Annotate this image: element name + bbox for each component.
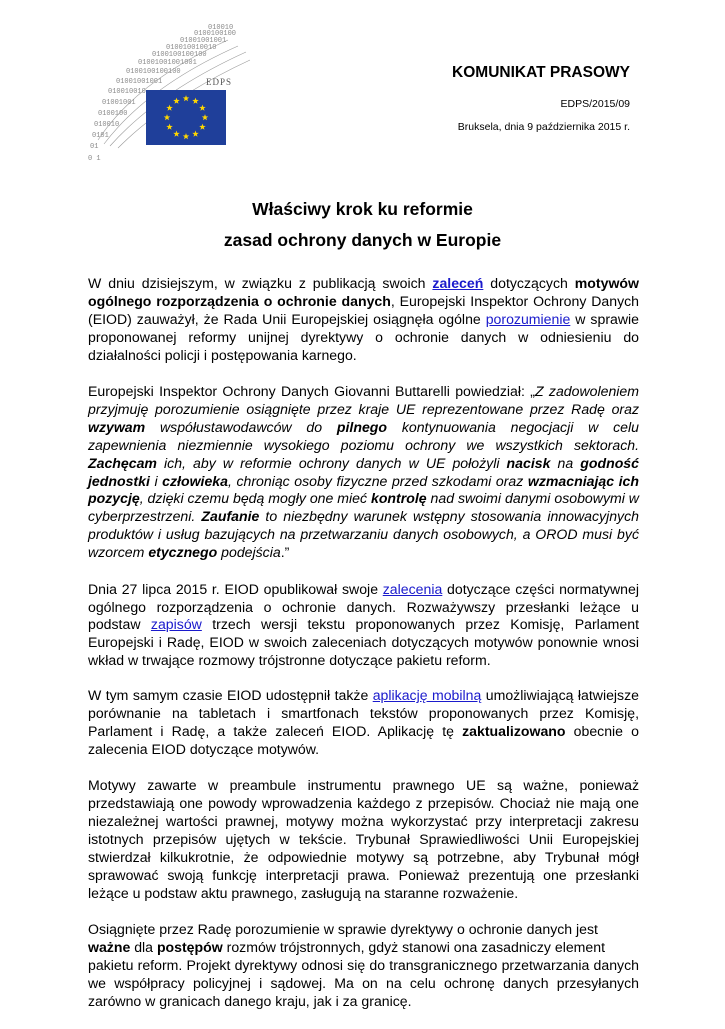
paragraph-2-quote xyxy=(88,383,639,562)
p2-bold: wzywam xyxy=(88,418,146,435)
svg-text:010010: 010010 xyxy=(94,121,120,129)
svg-text:01001001: 01001001 xyxy=(102,99,136,107)
release-date: Bruksela, dnia 9 października 2015 r. xyxy=(457,121,630,133)
p4-text-b: umożliwiającą łatwiejsze porównanie na tabletach i smartfonach tekstów proponowanych przez Komisję, Parlament i Radę, a także zaleceń EIOD. Aplikację tę xyxy=(88,687,639,739)
edps-text: EDPS xyxy=(206,77,233,87)
p1-text-a: W dniu dzisiejszym, w związku z publikacją swoich xyxy=(88,275,433,291)
p6-text: dla xyxy=(130,939,157,955)
p4-text-c: obecnie o zalecenia EIOD dotyczące motywów. xyxy=(88,722,639,757)
p2-bold: człowieka xyxy=(162,472,228,489)
p6-line-1: Osiągnięte przez Radę porozumienie w sprawie dyrektywy o ochronie danych jest xyxy=(88,921,598,938)
p2-italic: , chroniąc osoby fizyczne przed szkodami oraz xyxy=(227,472,528,489)
p2-bold: kontrolę xyxy=(370,490,427,507)
svg-text:0100100100100: 0100100100100 xyxy=(126,68,181,76)
p6-bold: postępów xyxy=(156,939,223,955)
p2-italic: nad swoimi danymi osobowymi w cyberprzestrzeni. xyxy=(88,490,639,525)
p2-italic: kontynuowania negocjacji w celu zapewnienia niezmiennie wysokiego poziomu ochrony we wszystkich sektorach. xyxy=(88,418,639,453)
p3-text-a: Dnia 27 lipca 2015 r. EIOD opublikował swoje xyxy=(88,580,383,597)
press-release-label: KOMUNIKAT PRASOWY xyxy=(452,64,630,81)
p6-bold: ważne xyxy=(88,939,131,955)
title-line-1: Właściwy krok ku reformie xyxy=(252,199,473,219)
link-porozumienie[interactable]: porozumienie xyxy=(485,310,571,327)
p2-bold: godność jednostki xyxy=(88,454,639,489)
press-body xyxy=(88,275,639,1029)
svg-text:010010: 010010 xyxy=(208,24,234,32)
p1-bold-motywow: motywów ogólnego rozporządzenia o ochronie danych xyxy=(88,275,639,309)
p2-italic: ich, aby w reformie ochrony danych w UE położyli xyxy=(156,454,507,471)
p2-italic: na xyxy=(550,454,581,471)
svg-text:010010010010: 010010010010 xyxy=(166,44,217,52)
link-mobile-app[interactable]: aplikację mobilną xyxy=(372,687,482,704)
link-zalecen[interactable]: zaleceń xyxy=(432,275,484,291)
press-header xyxy=(380,64,630,133)
paragraph-3 xyxy=(88,581,639,671)
p2-text-a: Europejski Inspektor Ochrony Danych Giovanni Buttarelli powiedział: „ xyxy=(88,383,535,400)
p4-text-a: W tym samym czasie EIOD udostępnił także xyxy=(88,687,373,704)
p3-text-b: dotyczące części normatywnej ogólnego rozporządzenia o ochronie danych. Rozważywszy przesłanki leżące u podstaw xyxy=(88,580,639,633)
paragraph-5: Motywy zawarte w preambule instrumentu prawnego UE są ważne, ponieważ przedstawiają one powody wprowadzenia każdego z przepisów. Chociaż nie mają one niezależnej wartości prawnej, motywy można wykorzystać przy interpretacji zakresu istotnych przepisów ujętych w tekście. Trybunał Sprawiedliwości Unii Europejskiej stwierdzał kilkukrotnie, że odpowiednie motywy są potrzebne, aby Trybunał mógł sprawować swoją funkcję interpretacji prawa. Ponieważ prezentują one przesłanki leżące u podstaw aktu prawnego, zasługują na staranne rozważenie. xyxy=(88,777,639,901)
p2-bold: Zaufanie xyxy=(201,508,260,525)
p2-italic: podejścia xyxy=(217,544,281,561)
p2-italic: to niezbędny warunek wstępny stosowania innowacyjnych produktów i usług bazujących na przetwarzaniu danych osobowych, a OROD musi być wzorcem xyxy=(88,508,639,561)
p1-text-b: dotyczących xyxy=(483,275,575,291)
p2-end: .” xyxy=(280,544,290,561)
title-line-2: zasad ochrony danych w Europie xyxy=(223,230,502,250)
svg-text:0100100: 0100100 xyxy=(98,110,128,118)
reference-number: EDPS/2015/09 xyxy=(560,98,630,110)
p6-line-2: rozmów trójstronnych, gdyż stanowi ona zasadniczy element xyxy=(222,939,605,955)
document-title xyxy=(0,194,725,256)
p4-bold: zaktualizowano xyxy=(462,722,566,739)
p1-text-c: , Europejski Inspektor Ochrony Danych (EIOD) zauważył, że Rada Unii Europejskiej osiągnęła ogólne xyxy=(88,292,639,327)
paragraph-6 xyxy=(88,921,639,1011)
paragraph-1 xyxy=(88,275,639,365)
p2-italic: i xyxy=(149,472,163,489)
p2-bold: pilnego xyxy=(336,418,388,435)
svg-text:010010010: 010010010 xyxy=(108,88,146,96)
p2-bold: wzmacniając ich pozycję xyxy=(88,472,639,507)
link-zapisow[interactable]: zapisów xyxy=(150,616,202,633)
svg-text:0101: 0101 xyxy=(92,132,109,140)
svg-text:0100100100100: 0100100100100 xyxy=(152,51,207,59)
svg-text:01001001001: 01001001001 xyxy=(116,78,163,86)
p2-italic: współustawodawców do xyxy=(145,418,337,435)
p2-italic: Z zadowoleniem przyjmuję porozumienie osiągnięte przez kraje UE reprezentowane przez Radę oraz xyxy=(88,383,639,417)
svg-text:0100100100: 0100100100 xyxy=(194,30,237,38)
p2-bold: etycznego xyxy=(148,544,218,561)
svg-text:01001001001: 01001001001 xyxy=(180,37,227,45)
p1-text-d: w sprawie proponowanej reformy unijnej dyrektywy o ochronie danych w odniesieniu do działalności policji i postępowania karnego. xyxy=(88,310,639,363)
svg-text:01: 01 xyxy=(90,143,99,151)
edps-logo xyxy=(78,20,278,170)
svg-text:01001001001001: 01001001001001 xyxy=(138,59,197,67)
p2-italic: , dzięki czemu będą mogły one mieć xyxy=(139,490,371,507)
paragraph-4 xyxy=(88,687,639,759)
link-zalecenia[interactable]: zalecenia xyxy=(382,580,443,597)
p6-rest: pakietu reform. Projekt dyrektywy odnosi się do transgranicznego przetwarzania danych we współpracy policyjnej i sądowej. Ma on na celu ochronę danych przesyłanych zarówno w granicach danego kraju, jak i za granicę. xyxy=(88,956,639,1009)
svg-text:0 1: 0 1 xyxy=(88,155,101,163)
p3-text-c: trzech wersji tekstu proponowanych przez Komisję, Parlament Europejski i Radę, EIOD w swoich zaleceniach dotyczących motywów ponownie wnosi wkład w trwające rozmowy trójstronne dotyczące pakietu reform. xyxy=(88,616,639,669)
p2-bold: Zachęcam xyxy=(88,454,157,471)
p2-bold: nacisk xyxy=(506,454,551,471)
